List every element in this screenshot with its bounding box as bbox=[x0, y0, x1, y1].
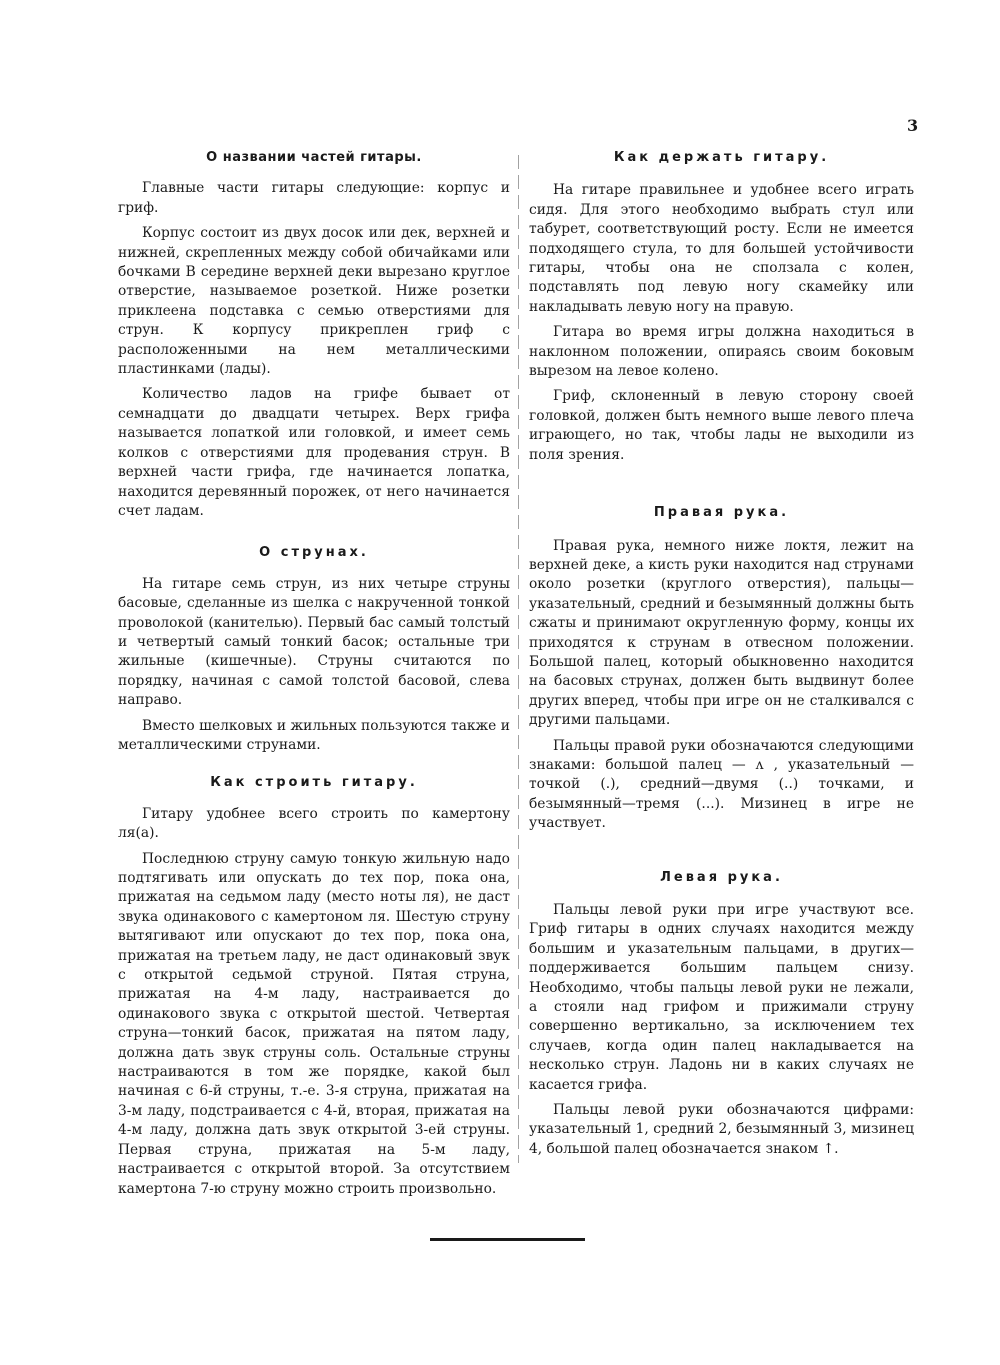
paragraph: Пальцы левой руки обозначаются цифрами: указательный 1, средний 2, безымянный 3, мизинец 4, большой палец обозначается знаком ↑. bbox=[529, 1102, 914, 1157]
paragraph: Количество ладов на грифе бывает от семнадцати до двадцати четырех. Верх грифа называется лопаткой или головкой, и имеет семь колков с отверстиями для продевания струн. В верхней части грифа, где начинается лопатка, находится деревянный порожек, от него начинается счет ладам. bbox=[118, 386, 510, 519]
section-heading: Правая рука. bbox=[653, 505, 790, 521]
section-heading: Как строить гитару. bbox=[210, 775, 418, 791]
section-heading: Как держать гитару. bbox=[613, 150, 830, 165]
section-tuning bbox=[118, 773, 510, 1199]
section-strings bbox=[118, 543, 510, 755]
column-divider bbox=[518, 155, 519, 1163]
section-left-hand bbox=[529, 868, 914, 1160]
section-heading: О струнах. bbox=[259, 545, 369, 561]
paragraph: Гриф, склоненный в левую сторону своей головкой, должен быть немного выше левого плеча играющего, но так, чтобы лады не выходили из поля зрения. bbox=[529, 388, 914, 463]
paragraph: Последнюю струну самую тонкую жильную надо подтягивать или опускать до тех пор, пока она, прижатая на седьмом ладу (место ноты ля), не даст звука одинакового с камертоном ля. Шестую струну вытягивают или опускают до тех пор, пока она, прижатая на третьем ладу, не даст одинаковый звук с открытой седьмой струной. Пятая струна, прижатая на 4-м ладу, настраивается до одинакового звука с открытой шестой. Четвертая струна—тонкий басок, прижатая на пятом ладу, должна дать звук струны соль. Остальные струны настраиваются в том же порядке, какой был начиная с 6-й струны, т.-е. 3-я струна, прижатая на 3-м ладу, подстраивается с 4-й, вторая, прижатая на 4-м ладу, должна дать звук открытой 3-ей струны. Первая струна, прижатая на 5-м ладу, настраивается с открытой второй. За отсутствием камертона 7-ю струну можно строить произвольно. bbox=[118, 850, 510, 1197]
paragraph: Корпус состоит из двух досок или дек, верхней и нижней, скрепленных между собой обичайками или бочками В середине верхней деки вырезано круглое отверстие, называемое розеткой. Ниже розетки приклеена подставка с семью отверстиями для струн. К корпусу прикреплен гриф с расположенными на нем металлическими пластинками (лады). bbox=[118, 225, 510, 378]
section-right-hand bbox=[529, 503, 914, 834]
section-holding-guitar bbox=[529, 148, 914, 465]
page-number: 3 bbox=[907, 116, 919, 135]
bottom-rule bbox=[430, 1238, 585, 1241]
paragraph: Гитара во время игры должна находиться в наклонном положении, опираясь своим боковым вырезом на левое колено. bbox=[529, 324, 914, 380]
section-guitar-parts bbox=[118, 148, 510, 521]
paragraph: Пальцы правой руки обозначаются следующими знаками: большой палец — ʌ , указательный — точкой (.), средний—двумя (..) точками, и безымянный—тремя (...). Мизинец в игре не участвует. bbox=[529, 737, 914, 832]
left-column bbox=[118, 148, 510, 1205]
paragraph: Главные части гитары следующие: корпус и гриф. bbox=[118, 180, 510, 216]
paragraph: Правая рука, немного ниже локтя, лежит на верхней деке, а кисть руки находится над струнами около розетки (круглого отверстия), пальцы—указательный, средний и безымянный должны быть сжаты и принимают округленную форму, концы их приходятся к струнам в отвесном положении. Большой палец, который обыкновенно находится на басовых струнах, должен быть выдвинут более других вперед, чтобы при игре он не сталкивался с другими пальцами. bbox=[529, 537, 914, 729]
right-column bbox=[529, 148, 914, 1165]
paragraph: Гитару удобнее всего строить по камертону ля(а). bbox=[118, 805, 510, 842]
paragraph: На гитаре семь струн, из них четыре струны басовые, сделанные из шелка с накрученной тонкой проволокой (канителью). Первый бас самый толстый и четвертый самый тонкий басок; остальные три жильные (кишечные). Струны считаются по порядку, начиная с самой толстой басовой, слева направо. bbox=[118, 575, 510, 709]
paragraph: Вместо шелковых и жильных пользуются также и металлическими струнами. bbox=[118, 717, 510, 753]
section-heading: О названии частей гитары. bbox=[206, 150, 422, 165]
section-heading: Левая рука. bbox=[660, 869, 783, 885]
paragraph: Пальцы левой руки при игре участвуют все. Гриф гитары в одних случаях находится между большим и указательным пальцами, в других—поддерживается большим пальцем снизу. Необходимо, чтобы пальцы левой руки не лежали, а стояли над грифом и прижимали струну совершенно вертикально, за исключением тех случаев, когда один палец накладывается на несколько струн. Ладонь ни в каких случаях не касается грифа. bbox=[529, 902, 914, 1093]
paragraph: На гитаре правильнее и удобнее всего играть сидя. Для этого необходимо выбрать стул или табурет, соответствующий росту. Если не имеется подходящего стула, то для большей устойчивости гитары, чтобы она не сползала с колен, подставлять под левую ногу скамейку или накладывать левую ногу на правую. bbox=[529, 182, 914, 315]
